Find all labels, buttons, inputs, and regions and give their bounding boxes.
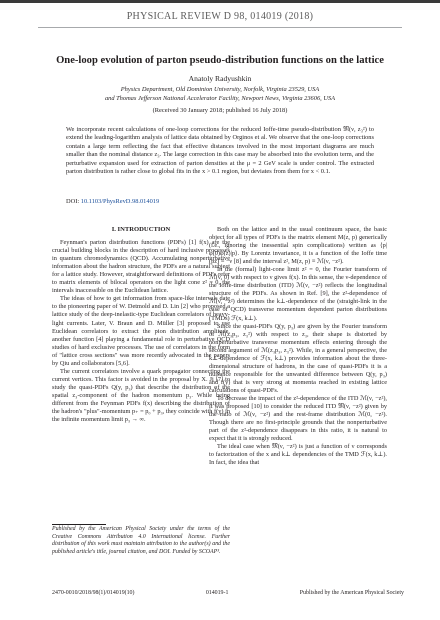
paper-title: One-loop evolution of parton pseudo-distribution functions on the lattice (56, 55, 384, 66)
left-column (52, 226, 230, 424)
page-footer (52, 590, 404, 596)
running-header (0, 4, 440, 28)
doi-link[interactable]: 10.1103/PhysRevD.98.014019 (80, 198, 160, 205)
doi-line (66, 198, 159, 205)
footer-page-number: 014019-1 (205, 590, 229, 596)
section-heading: I. INTRODUCTION (111, 226, 171, 233)
affiliation-2: and Thomas Jefferson National Accelerator Facility, Newport News, Virginia 23606, USA (104, 95, 336, 102)
affiliation-1: Physics Department, Old Dominion University, Norfolk, Virginia 23529, USA (120, 86, 320, 93)
body-paragraph-3: Since the quasi-PDFs Q(y, p₃) are given by the Fourier transform of ℳ(z₃p₃, z₃²) with respect to z₃, their shape is distorted by nonperturbative transverse momentum effects entering through the second argument of ℳ(z₃p₃, z₃²). While, in a general perspective, the k⊥-dependence of ℱ(x, k⊥) provides information about the three-dimensional structure of hadrons, in the case of quasi-PDFs it is a nuisance responsible for the unwanted difference between Q(y, p₃) and f(y) that is very strong at momenta reached in existing lattice calculations of quasi-PDFs. (209, 322, 387, 394)
right-column (209, 226, 387, 467)
intro-paragraph-1: Feynman's parton distribution functions (PDFs) [1] f(x) are the crucial building blocks in the description of hard inclusive processes in quantum chromodynamics (QCD). Accumulating nonperturbative information about the hadron structure, the PDFs are a natural subject for a lattice study. However, straightforward definitions of PDFs refer to matrix elements of bilocal operators on the light cone z² = 0, the intervals inaccessible on the Euclidean lattice. (52, 239, 230, 295)
top-border (0, 0, 440, 3)
footnote-divider (52, 524, 106, 525)
received-date: (Received 30 January 2018; published 16 July 2018) (152, 107, 288, 114)
body-paragraph-1: Both on the lattice and in the usual continuum space, the basic object for all types of PDFs is the matrix element M(z, p) generically (i.e., ignoring the inessential spin complications) written as ⟨p|φ(0)φ(z)|p⟩. By Lorentz invariance, it is a function of the Ioffe time (pz) ≡ −ν [8] and the interval z², M(z, p) ≡ ℳ(ν, −z²). (209, 226, 387, 266)
body-paragraph-2: In the (formal) light-cone limit z² = 0, the Fourier transform of ℳ(ν, 0) with respect to ν gives f(x). In this sense, the ν-dependence of the Ioffe-time distribution (ITD) ℳ(ν, −z²) reflects the longitudinal structure of the PDFs. As shown in Ref. [9], the z²-dependence of ℳ(ν, −z²) determines the k⊥-dependence of the (straight-link in the case of QCD) transverse momentum dependent parton distributions (TMDs) ℱ(x, k⊥). (209, 266, 387, 322)
body-paragraph-4: To decrease the impact of the z²-dependence of the ITD ℳ(ν, −z²), it was proposed [10] to consider the reduced ITD 𝔐(ν, −z²) given by the ratio of ℳ(ν, −z²) and the rest-frame distribution ℳ(0, −z²). Though there are no first-principle grounds that the nonperturbative part of the z²-dependence disappears in this ratio, it is natural to expect that it is strongly reduced. (209, 394, 387, 443)
body-paragraph-5: The ideal case when 𝔐(ν, −z²) is just a function of ν corresponds to factorization of the x and k⊥ dependencies of the TMD ℱ(x, k⊥). In fact, the idea that (209, 443, 387, 467)
header-divider (38, 27, 402, 28)
intro-paragraph-2: The ideas of how to get information from space-like intervals date to the pioneering paper of W. Detmold and D. Lin [2] who proposed a lattice study of the deep-inelastic-type Euclidean correlators of heavy-light currents. Later, V. Braun and D. Müller [3] proposed to use Euclidean correlators to extract the pion distribution amplitude, another function [4] playing a fundamental role in perturbative QCD studies of hard exclusive processes. The use of correlators in the form of "lattice cross sections" was more recently advocated in the papers by Qiu and collaborators [5,6]. (52, 295, 230, 367)
footer-publisher: Published by the American Physical Society (299, 590, 404, 596)
abstract: We incorporate recent calculations of one-loop corrections for the reduced Ioffe-time pseudo-distribution 𝔐(ν, z₃²) to extend the leading-logarithm analysis of lattice data obtained by Orginos et al. We observe that the one-loop corrections contain a large term reflecting the fact that effective distances involved in the most important diagrams are much smaller than the nominal distance z₃. The large correction in this case may be absorbed into the evolution term, and the perturbative expansion used for extraction of parton densities at the μ = 2 GeV scale is under control. The extracted parton distribution is rather close to global fits in the x > 0.1 region, but deviates from them for x < 0.1. (66, 126, 374, 176)
author-name: Anatoly Radyushkin (188, 74, 252, 83)
footer-issn: 2470-0010/2018/98(1)/014019(10) (52, 590, 135, 596)
intro-paragraph-3: The current correlators involve a quark propagator connecting the current vertices. This factor is avoided in the proposal by X. Ji [7] to study the quasi-PDFs Q(y, p₃) that describe the distribution of the spatial z₃-component of the hadron momentum p₃. While being different from the Feynman PDFs f(x) describing the distribution of the hadron's "plus"-momentum p₊ = p₀ + p₃, they coincide with f(y) in the infinite momentum limit p₃ → ∞. (52, 367, 230, 424)
license-footnote: Published by the American Physical Society under the terms of the Creative Commons Attribution 4.0 International license. Further distribution of this work must maintain attribution to the author(s) and the published article's title, journal citation, and DOI. Funded by SCOAP³. (52, 526, 230, 555)
doi-label: DOI: (66, 198, 80, 205)
journal-citation: PHYSICAL REVIEW D 98, 014019 (2018) (126, 10, 314, 22)
